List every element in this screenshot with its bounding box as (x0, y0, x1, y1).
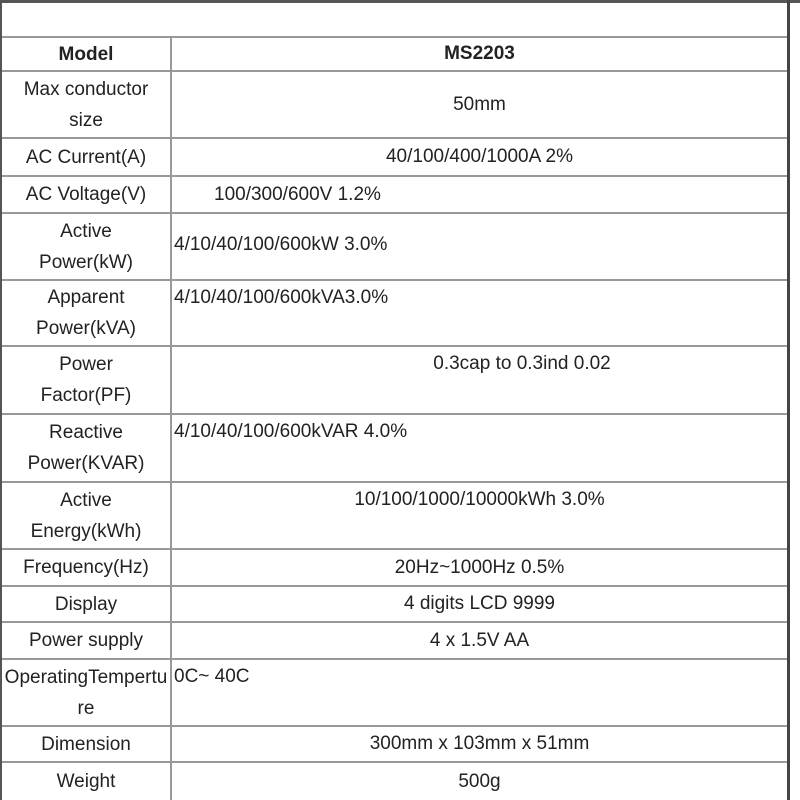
row-value: 10/100/1000/10000kWh 3.0% (354, 489, 605, 510)
row-label: Display (2, 587, 172, 621)
table-row (2, 548, 787, 585)
row-label: Apparent Power(kVA) (2, 281, 172, 345)
table-row (2, 137, 787, 175)
row-label: Reactive Power(KVAR) (2, 415, 172, 481)
table-row (2, 658, 787, 725)
row-label: Max conductor size (2, 72, 172, 137)
row-label: Active Energy(kWh) (2, 483, 172, 548)
row-value: 40/100/400/1000A 2% (385, 146, 573, 167)
table-row (2, 70, 787, 137)
row-label: AC Voltage(V) (2, 177, 172, 212)
table-header-row (2, 36, 787, 70)
row-label: Weight (2, 763, 172, 800)
table-row (2, 585, 787, 621)
row-value: 4/10/40/100/600kW 3.0% (174, 234, 388, 255)
table-row (2, 212, 787, 279)
table-row (2, 413, 787, 481)
row-value: 4/10/40/100/600kVAR 4.0% (174, 421, 408, 442)
row-value: 20Hz~1000Hz 0.5% (394, 556, 565, 578)
row-label: Dimension (2, 727, 172, 761)
table-row (2, 481, 787, 548)
header-value: MS2203 (444, 43, 515, 64)
row-value: 4/10/40/100/600kVA3.0% (174, 287, 389, 308)
table-row (2, 175, 787, 212)
row-value: 4 x 1.5V AA (429, 629, 530, 651)
table-row (2, 725, 787, 761)
header-label: Model (2, 38, 172, 70)
table-row (2, 345, 787, 413)
row-label: AC Current(A) (2, 139, 172, 175)
row-value: 100/300/600V 1.2% (214, 183, 381, 205)
row-value: 0.3cap to 0.3ind 0.02 (433, 353, 611, 374)
table-row (2, 279, 787, 345)
row-value: 0C~ 40C (174, 666, 250, 687)
row-label: Active Power(kW) (2, 214, 172, 279)
table-row (2, 621, 787, 658)
table-row (2, 761, 787, 800)
row-value: 500g (458, 770, 501, 792)
row-value: 300mm x 103mm x 51mm (369, 733, 590, 754)
row-label: Frequency(Hz) (2, 550, 172, 585)
row-value: 50mm (453, 93, 506, 115)
row-label: OperatingTemperture (2, 660, 172, 725)
row-label: Power supply (2, 623, 172, 658)
row-value: 4 digits LCD 9999 (403, 593, 556, 614)
row-label: Power Factor(PF) (2, 347, 172, 413)
